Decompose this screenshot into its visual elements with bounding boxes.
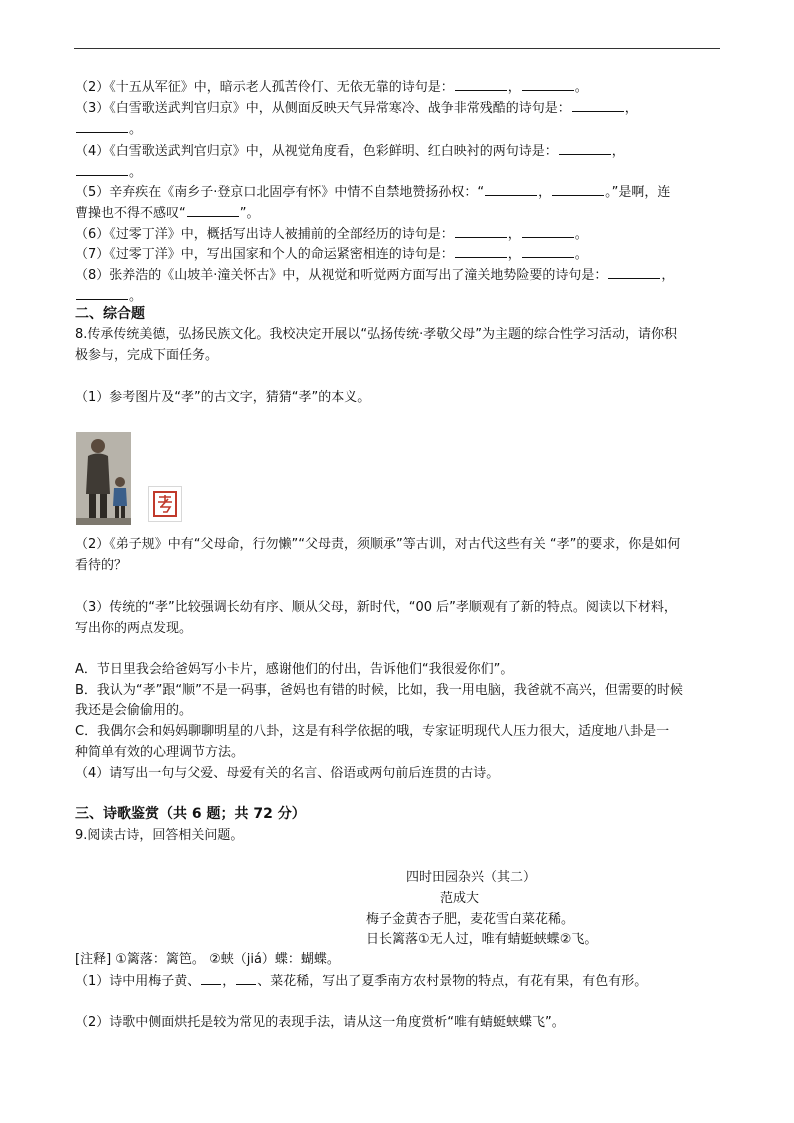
poem-author: 范成大 — [440, 891, 480, 906]
question-text: （6）《过零丁洋》中，概括写出诗人被捕前的全部经历的诗句是： — [75, 227, 454, 242]
question-8-intro-cont: 极参与，完成下面任务。 — [75, 348, 219, 363]
header-rule — [74, 48, 720, 49]
material-option-c: C．我偶尔会和妈妈聊聊明星的八卦，这是有科学依据的哦，专家证明现代人压力很大，适度地八卦是一 — [75, 724, 670, 739]
poem-line-1: 梅子金黄杏子肥，麦花雪白菜花稀。 — [366, 912, 575, 927]
question-7-2: （2）《十五从军征》中，暗示老人孤苦伶仃、无依无靠的诗句是： ， 。 — [75, 80, 588, 95]
answer-blank[interactable] — [455, 246, 507, 258]
question-text: （2）《十五从军征》中，暗示老人孤苦伶仃、无依无靠的诗句是： — [75, 80, 454, 95]
question-8-2-cont: 看待的？ — [75, 558, 128, 573]
answer-blank[interactable] — [76, 121, 128, 133]
question-8-4: （4）请写出一句与父爱、母爱有关的名言、俗语或两句前后连贯的古诗。 — [75, 766, 500, 781]
question-9-intro: 9.阅读古诗，回答相关问题。 — [75, 828, 244, 843]
question-7-5: （5）辛弃疾在《南乡子·登京口北固亭有怀》中情不自禁地赞扬孙权：“ ， 。”是啊，连 — [75, 185, 671, 200]
answer-blank[interactable] — [552, 184, 604, 196]
question-8-1: （1）参考图片及“孝”的古文字，猜猜“孝”的本义。 — [75, 390, 371, 405]
answer-blank[interactable] — [455, 226, 507, 238]
answer-blank[interactable] — [522, 226, 574, 238]
poem-annotation: [注释] ①篱落：篱笆。 ②蛱（jiá）蝶：蝴蝶。 — [75, 952, 340, 967]
seal-border — [153, 491, 177, 517]
photo-figures — [76, 432, 131, 525]
answer-blank[interactable] — [455, 79, 507, 91]
answer-blank[interactable] — [522, 246, 574, 258]
material-option-b: B．我认为“孝”跟“顺”不是一码事，爸妈也有错的时候，比如，我一用电脑，我爸就不高兴，但需要的时候 — [75, 683, 683, 698]
answer-blank[interactable] — [485, 184, 537, 196]
ancient-xiao-character-seal — [148, 486, 182, 522]
question-text: （3）《白雪歌送武判官归京》中，从侧面反映天气异常寒冷、战争非常残酷的诗句是： — [75, 101, 571, 116]
poem-title: 四时田园杂兴（其二） — [406, 870, 537, 885]
poem-line-2: 日长篱落①无人过，唯有蜻蜓蛱蝶②飞。 — [366, 932, 598, 947]
question-9-1: （1）诗中用梅子黄、 ， 、菜花稀，写出了夏季南方农村景物的特点，有花有果，有色有形。 — [75, 974, 648, 989]
question-7-8: （8）张养浩的《山坡羊·潼关怀古》中，从视觉和听觉两方面写出了潼关地势险要的诗句是： ， — [75, 268, 675, 283]
question-7-4-cont: 。 — [75, 164, 723, 181]
answer-blank[interactable] — [76, 164, 128, 176]
material-option-b-cont: 我还是会偷偷用的。 — [75, 703, 193, 718]
question-7-5-cont: 曹操也不得不感叹“ ”。 — [75, 206, 260, 221]
question-7-4: （4）《白雪歌送武判官归京》中，从视觉角度看，色彩鲜明、红白映衬的两句诗是： ， — [75, 144, 625, 159]
seal-glyph-icon — [155, 493, 175, 515]
answer-blank[interactable] — [559, 143, 611, 155]
question-7-8-cont: 。 — [75, 288, 723, 305]
answer-blank[interactable] — [608, 267, 660, 279]
answer-blank[interactable] — [522, 79, 574, 91]
elder-and-child-photo — [76, 432, 131, 525]
footnote-mark: ② — [559, 932, 572, 947]
question-text: （7）《过零丁洋》中，写出国家和个人的命运紧密相连的诗句是： — [75, 247, 454, 262]
material-option-a: A．节日里我会给爸妈写小卡片，感谢他们的付出，告诉他们“我很爱你们”。 — [75, 662, 514, 677]
question-8-3-cont: 写出你的两点发现。 — [75, 621, 193, 636]
material-option-c-cont: 种简单有效的心理调节方法。 — [75, 745, 245, 760]
answer-blank[interactable] — [236, 973, 256, 985]
question-text: （4）《白雪歌送武判官归京》中，从视觉角度看，色彩鲜明、红白映衬的两句诗是： — [75, 144, 558, 159]
question-7-3-cont: 。 — [75, 121, 723, 138]
question-7-3: （3）《白雪歌送武判官归京》中，从侧面反映天气异常寒冷、战争非常残酷的诗句是： ， — [75, 101, 638, 116]
question-text: （5）辛弃疾在《南乡子·登京口北固亭有怀》中情不自禁地赞扬孙权：“ — [75, 185, 485, 200]
question-text: （8）张养浩的《山坡羊·潼关怀古》中，从视觉和听觉两方面写出了潼关地势险要的诗句是： — [75, 268, 608, 283]
section-3-heading: 三、诗歌鉴赏（共 6 题；共 72 分） — [75, 806, 306, 822]
question-9-2: （2）诗歌中侧面烘托是较为常见的表现手法，请从这一角度赏析“唯有蜻蜓蛱蝶飞”。 — [75, 1015, 565, 1030]
section-2-heading: 二、综合题 — [75, 306, 145, 322]
answer-blank[interactable] — [572, 100, 624, 112]
question-8-3: （3）传统的“孝”比较强调长幼有序、顺从父母，新时代，“00 后”孝顺观有了新的特点。阅读以下材料， — [75, 600, 677, 615]
answer-blank[interactable] — [187, 205, 239, 217]
question-7-6: （6）《过零丁洋》中，概括写出诗人被捕前的全部经历的诗句是： ， 。 — [75, 227, 588, 242]
question-7-7: （7）《过零丁洋》中，写出国家和个人的命运紧密相连的诗句是： ， 。 — [75, 247, 588, 262]
footnote-mark: ① — [418, 932, 430, 947]
answer-blank[interactable] — [76, 288, 128, 300]
question-8-2: （2）《弟子规》中有“父母命，行勿懒”“父母责，须顺承”等古训，对古代这些有关 “孝”的要求，你是如何 — [75, 537, 681, 552]
answer-blank[interactable] — [201, 973, 221, 985]
question-8-intro: 8.传承传统美德，弘扬民族文化。我校决定开展以“弘扬传统·孝敬父母”为主题的综合性学习活动，请你积 — [75, 327, 678, 342]
